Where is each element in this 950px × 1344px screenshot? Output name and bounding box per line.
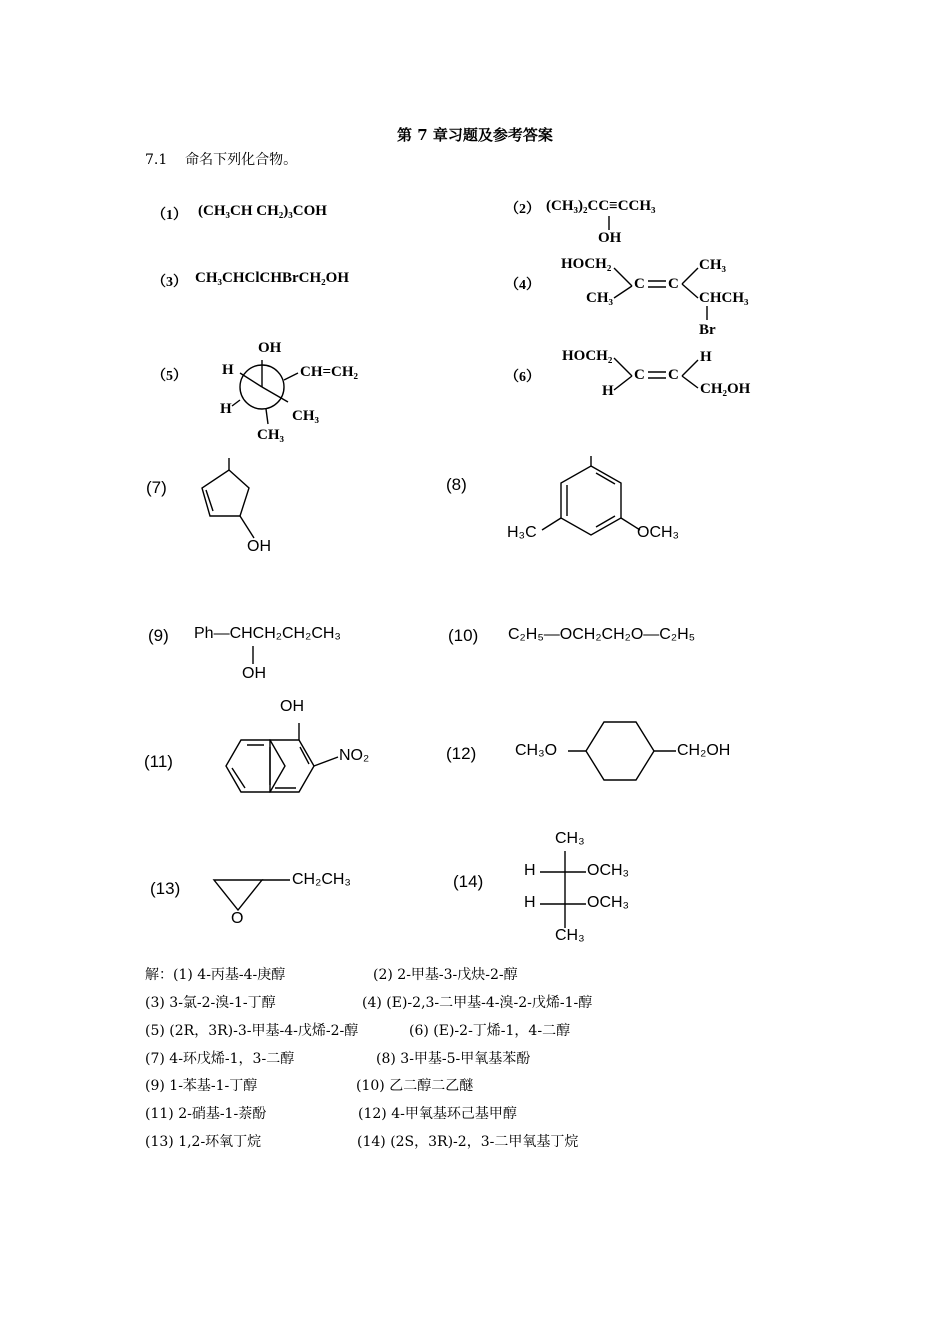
c14-h2: H [524, 894, 536, 911]
page-title: 第 7 章习题及参考答案 [397, 126, 553, 144]
c5-back-bond-ch3 [266, 409, 268, 424]
c4-bond-2 [614, 286, 632, 298]
c11-right-ring [270, 740, 314, 792]
c4-label: （4） [505, 278, 540, 293]
c11-left-ring [226, 740, 285, 792]
c9-oh: OH [242, 665, 266, 682]
answer-6: (6) (E)-2-丁烯-1，4-二醇 [409, 1023, 571, 1039]
c10-label: (10) [448, 626, 479, 645]
answer-11: (11) 2-硝基-1-萘酚 [145, 1106, 267, 1122]
c9-formula: Ph—CHCH₂CH₂CH₃ [194, 625, 341, 642]
c6-bond-4 [682, 376, 698, 388]
c14-och3-2: OCH₃ [587, 894, 630, 911]
answer-7: (7) 4-环戊烯-1，3-二醇 [145, 1051, 295, 1067]
c4-hoch2: HOCH₂ [561, 256, 612, 272]
c6-label: （6） [505, 370, 540, 385]
c13-o: O [231, 910, 244, 927]
c9-label: (9) [148, 626, 169, 645]
c3-formula: CH₃CHClCHBrCH₂OH [195, 270, 349, 286]
c6-c2: C [668, 367, 679, 383]
c8-label: (8) [446, 475, 467, 494]
c6-bond-1 [614, 358, 632, 376]
answer-1-text: (1) 4-丙基-4-庚醇 [173, 967, 286, 983]
answer-8: (8) 3-甲基-5-甲氧基苯酚 [376, 1051, 531, 1067]
c1-label: （1） [152, 208, 187, 223]
answer-3: (3) 3-氯-2-溴-1-丁醇 [145, 995, 276, 1011]
c5-vinyl: CH=CH₂ [300, 364, 359, 380]
c6-h-right: H [700, 349, 712, 365]
c14-ch3-top: CH₃ [555, 830, 585, 847]
c11-double-2 [232, 768, 245, 788]
c6-c1: C [634, 367, 645, 383]
answer-14: (14) (2S，3R)-2，3-二甲氧基丁烷 [357, 1134, 579, 1150]
c13-label: (13) [150, 879, 181, 898]
c8-h3c: H₃C [507, 524, 537, 541]
c5-back-bond-h [232, 400, 240, 406]
answer-1 [145, 964, 285, 984]
c7-oh-bond [240, 516, 254, 538]
answer-9: (9) 1-苯基-1-丁醇 [145, 1078, 258, 1094]
c8-ring-double-2 [596, 516, 615, 527]
c2-oh: OH [598, 230, 622, 246]
answer-2: (2) 2-甲基-3-戊炔-2-醇 [373, 967, 518, 983]
c4-ch3-right: CH₃ [699, 257, 726, 273]
c4-chch3: CHCH₃ [699, 290, 749, 306]
question-line [145, 149, 297, 169]
c2-label: （2） [505, 202, 540, 217]
c4-bond-1 [614, 268, 632, 286]
c13-ethyl: CH₂CH₃ [292, 871, 351, 888]
c11-no2: NO₂ [339, 747, 370, 764]
c11-label: (11) [144, 752, 173, 771]
c3-label: （3） [152, 275, 187, 290]
c7-label: (7) [146, 478, 167, 497]
c5-oh: OH [258, 340, 282, 356]
c11-no2-bond [314, 757, 338, 766]
c8-h3c-bond [542, 518, 561, 530]
c12-ring [586, 722, 654, 780]
answer-12: (12) 4-甲氧基环己基甲醇 [358, 1106, 517, 1122]
c12-ch3o: CH₃O [515, 742, 558, 759]
answer-prefix: 解： [145, 967, 173, 983]
c6-hoch2: HOCH₂ [562, 348, 613, 364]
c4-bond-3 [682, 268, 698, 284]
c1-formula: (CH₃CH CH₂)₃COH [198, 203, 327, 219]
c4-c1: C [634, 276, 645, 292]
c2-formula: (CH₃)₂CC≡CCH₃ [546, 198, 656, 214]
answer-4: (4) (E)-2,3-二甲基-4-溴-2-戊烯-1-醇 [362, 995, 593, 1011]
c8-ring [561, 466, 621, 535]
c6-bond-3 [682, 360, 698, 376]
c14-ch3-bottom: CH₃ [555, 927, 585, 944]
c14-label: (14) [453, 872, 484, 891]
c12-ch2oh: CH₂OH [677, 742, 731, 759]
c5-h-back: H [220, 401, 232, 417]
question-number: 7.1 [145, 152, 168, 168]
c4-ch3-left: CH₃ [586, 290, 613, 306]
c6-bond-2 [614, 376, 632, 390]
c10-formula: C₂H₅—OCH₂CH₂O—C₂H₅ [508, 626, 696, 643]
c7-oh: OH [247, 538, 271, 555]
answer-5: (5) (2R，3R)-3-甲基-4-戊烯-2-醇 [145, 1023, 359, 1039]
c7-ring [202, 470, 249, 516]
c5-ch3-front: CH₃ [292, 408, 319, 424]
c8-och3: OCH₃ [637, 524, 680, 541]
c6-h-left: H [602, 383, 614, 399]
c14-h1: H [524, 862, 536, 879]
c5-front-bond-h [240, 373, 262, 387]
c5-label: （5） [152, 369, 187, 384]
c4-bond-4 [682, 284, 698, 298]
c5-back-bond-vinyl [284, 373, 298, 380]
answer-13: (13) 1,2-环氧丁烷 [145, 1134, 262, 1150]
c12-label: (12) [446, 744, 477, 763]
c13-ring [214, 880, 262, 910]
c11-oh: OH [280, 698, 304, 715]
answer-10: (10) 乙二醇二乙醚 [356, 1078, 474, 1094]
c6-ch2oh: CH₂OH [700, 381, 751, 397]
c4-br: Br [699, 322, 716, 338]
c5-ch3-back: CH₃ [257, 427, 284, 443]
c14-och3-1: OCH₃ [587, 862, 630, 879]
question-text: 命名下列化合物。 [185, 152, 298, 168]
c4-c2: C [668, 276, 679, 292]
c5-h-front: H [222, 362, 234, 378]
